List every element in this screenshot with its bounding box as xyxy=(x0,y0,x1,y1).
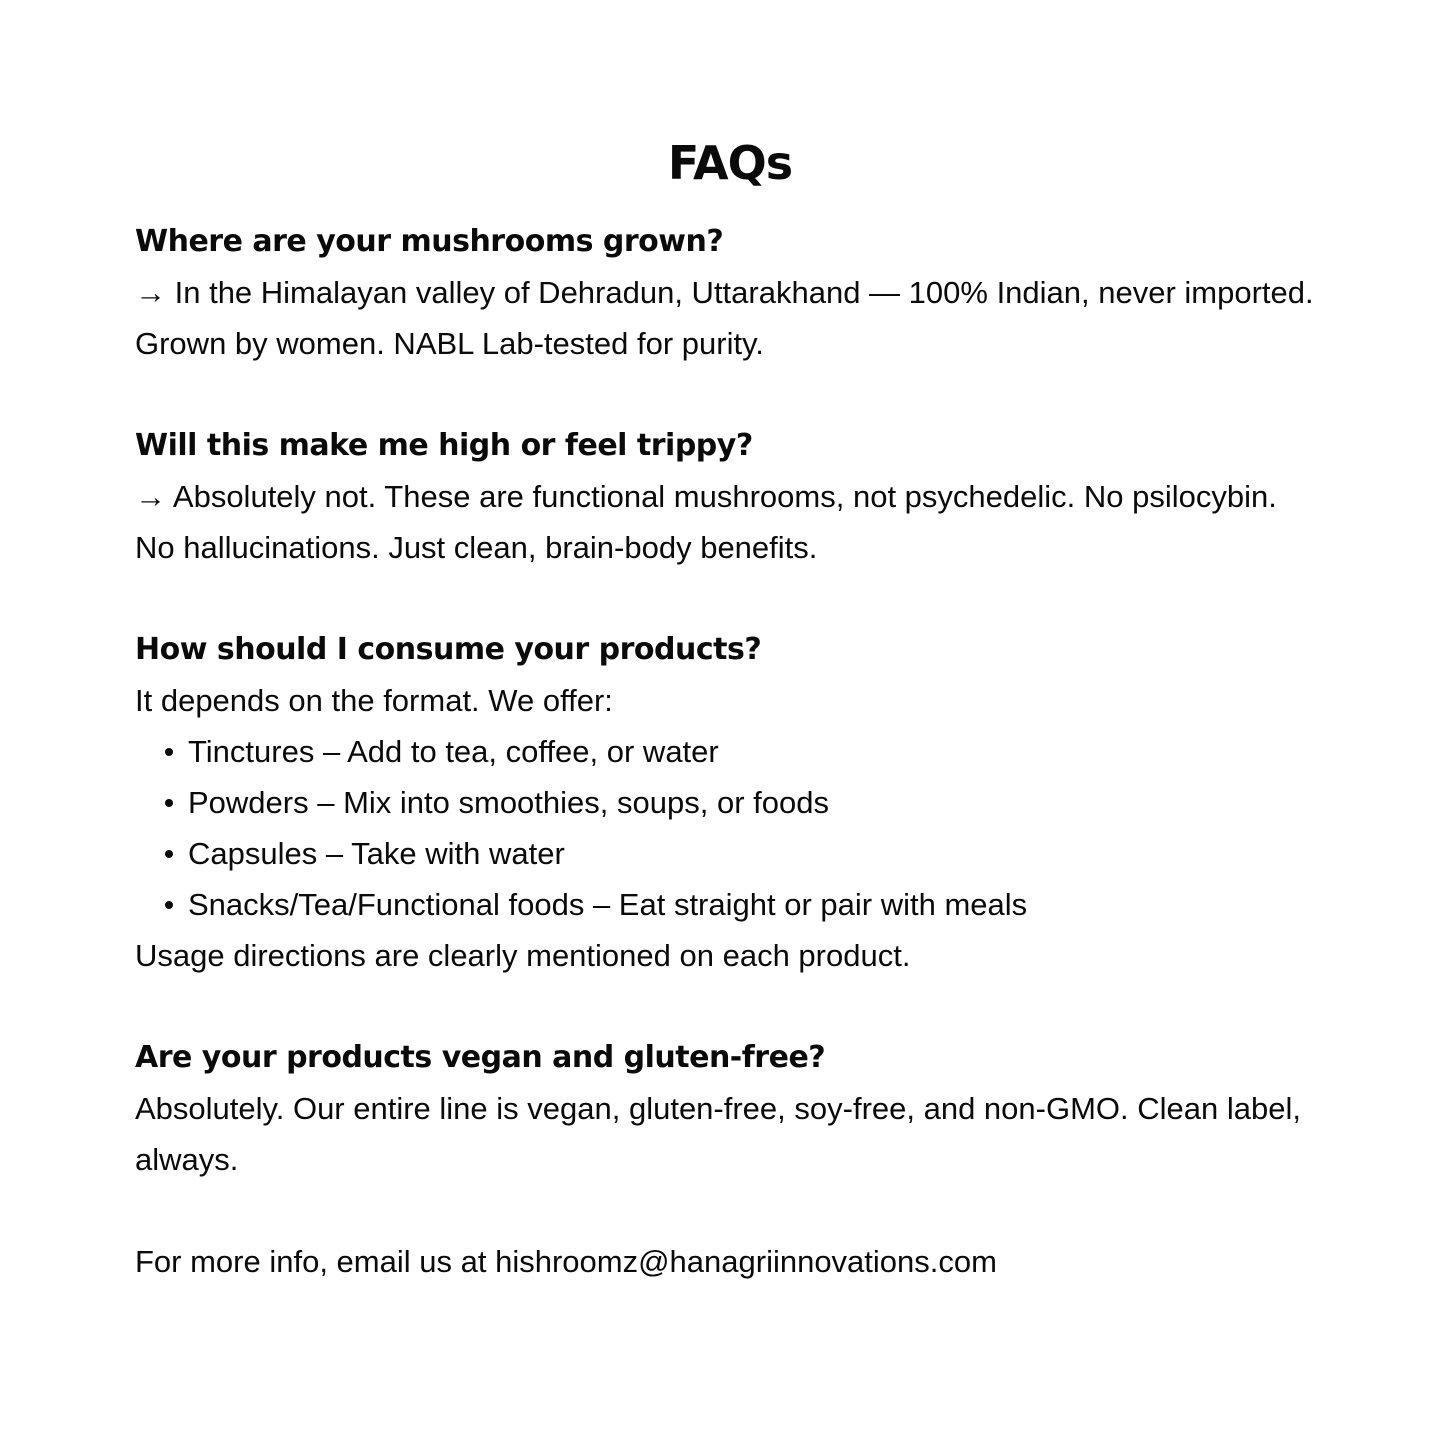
list-item: Snacks/Tea/Functional foods – Eat straight or pair with meals xyxy=(165,879,1325,930)
contact-line: For more info, email us at hishroomz@hanagriinnovations.com xyxy=(135,1244,997,1279)
list-item: Tinctures – Add to tea, coffee, or water xyxy=(165,726,1325,777)
faq-item-origin xyxy=(135,216,1325,369)
list-item: Powders – Mix into smoothies, soups, or foods xyxy=(165,777,1325,828)
faq-item-vegan xyxy=(135,1032,1325,1185)
page-title: FAQs xyxy=(667,136,793,190)
faq-item-psychoactive xyxy=(135,420,1325,573)
faq-question: Are your products vegan and gluten-free? xyxy=(135,1040,826,1075)
faq-answer: Absolutely. Our entire line is vegan, gluten-free, soy-free, and non-GMO. Clean label, always. xyxy=(135,1091,1301,1177)
faq-item-consumption xyxy=(135,624,1325,981)
format-list xyxy=(135,726,1325,930)
faq-answer-intro: It depends on the format. We offer: xyxy=(135,683,613,718)
faq-question: Where are your mushrooms grown? xyxy=(135,224,724,259)
faq-page xyxy=(135,132,1325,1318)
faq-question: Will this make me high or feel trippy? xyxy=(135,428,753,463)
faq-question: How should I consume your products? xyxy=(135,632,762,667)
faq-answer: → Absolutely not. These are functional mushrooms, not psychedelic. No psilocybin. No hallucinations. Just clean, brain-body benefits. xyxy=(135,479,1277,565)
faq-answer-outro: Usage directions are clearly mentioned on each product. xyxy=(135,938,911,973)
list-item: Capsules – Take with water xyxy=(165,828,1325,879)
faq-answer: → In the Himalayan valley of Dehradun, Uttarakhand — 100% Indian, never imported. Grown by women. NABL Lab-tested for purity. xyxy=(135,275,1314,361)
